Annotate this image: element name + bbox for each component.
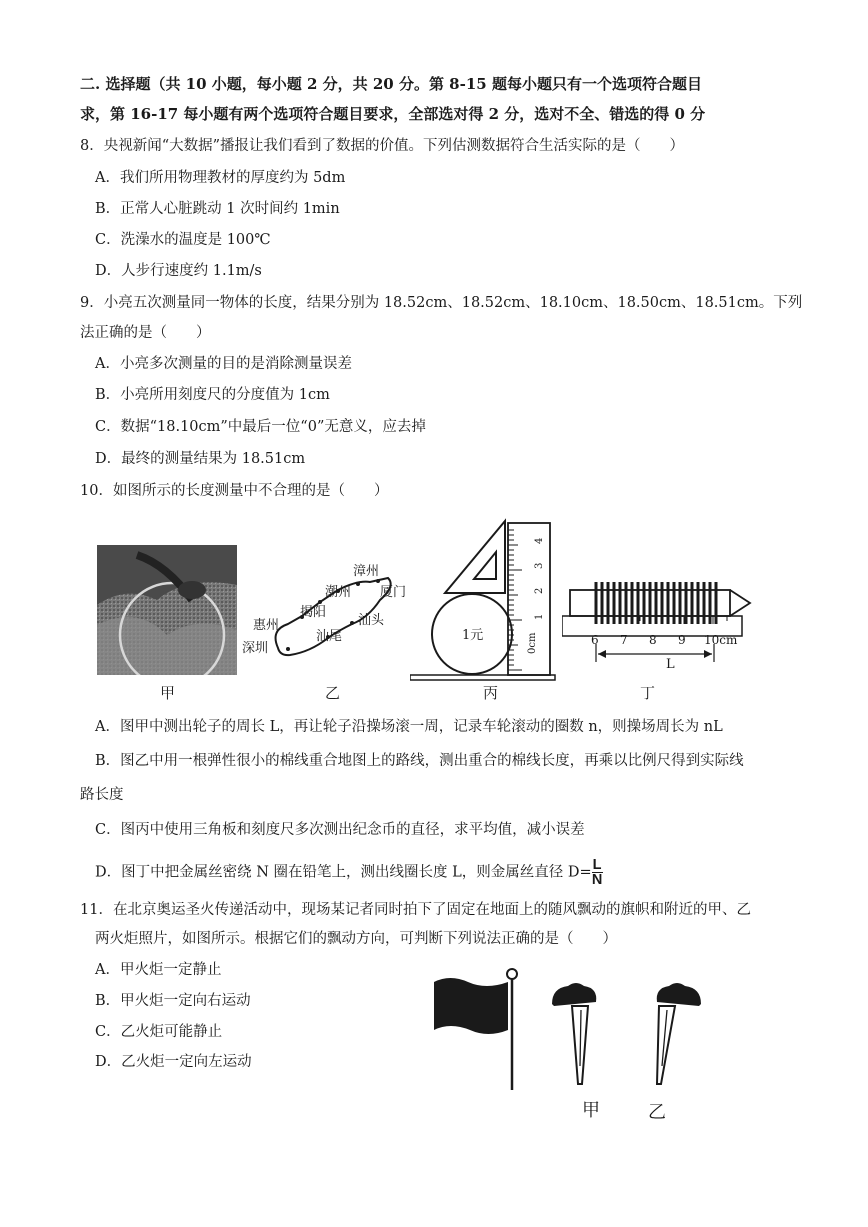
q9-option-c: C．数据“18.10cm”中最后一位“0”无意义，应去掉	[95, 419, 426, 435]
q11-flag-figure	[428, 964, 528, 1094]
q11-stem-line2: 两火炬照片，如图所示。根据它们的飘动方向，可判断下列说法正确的是（ ）	[95, 931, 617, 947]
q10-stem: 10．如图所示的长度测量中不合理的是（ ）	[80, 483, 389, 499]
q8-stem: 8．央视新闻“大数据”播报让我们看到了数据的价值。下列估测数据符合生活实际的是（ ）	[80, 138, 685, 154]
q9-option-d: D．最终的测量结果为 18.51cm	[95, 451, 306, 467]
q11-stem-line1: 11．在北京奥运圣火传递活动中，现场某记者同时拍下了固定在地面上的随风飘动的旗帜和附近的甲、乙	[80, 902, 751, 918]
q10-caption-ding: 丁	[640, 684, 656, 702]
fraction-denominator: N	[591, 872, 603, 888]
pencil-ruler-tick-10cm: 10cm	[704, 633, 738, 647]
diameter-fraction	[592, 858, 603, 887]
map-label-zhangzhou: 漳州	[353, 564, 380, 579]
ruler-tick-2: 2	[534, 587, 545, 594]
fraction-numerator: L	[592, 857, 602, 873]
section-header-line2: 求，第 16-17 每小题有两个选项符合题目要求，全部选对得 2 分，选对不全、错选的得 0 分	[80, 105, 706, 123]
q10-figure-jia-photo	[97, 545, 237, 675]
q11-option-d: D．乙火炬一定向左运动	[95, 1054, 252, 1070]
map-label-shantou: 汕头	[358, 613, 385, 628]
q11-torch-jia	[548, 980, 608, 1090]
q10-caption-jia: 甲	[160, 684, 176, 702]
q9-stem-line1: 9．小亮五次测量同一物体的长度，结果分别为 18.52cm、18.52cm、18.10cm、18.50cm、18.51cm。下列	[80, 295, 803, 311]
map-label-shanwei: 汕尾	[316, 629, 343, 644]
section-header-line1: 二. 选择题（共 10 小题，每小题 2 分，共 20 分。第 8-15 题每小题只有一个选项符合题目	[80, 75, 702, 93]
map-label-chaozhou: 潮州	[325, 585, 352, 600]
q11-caption-jia: 甲	[582, 1100, 600, 1121]
pencil-ruler-tick-9: 9	[678, 633, 686, 647]
q11-option-b: B．甲火炬一定向右运动	[95, 993, 251, 1009]
q10-option-c: C．图丙中使用三角板和刻度尺多次测出纪念币的直径，求平均值，减小误差	[95, 822, 585, 838]
pencil-length-label: L	[666, 657, 675, 672]
q8-option-d: D．人步行速度约 1.1m/s	[95, 263, 262, 279]
q10-option-a: A．图甲中测出轮子的周长 L，再让轮子沿操场滚一周，记录车轮滚动的圈数 n，则操场周长为 nL	[95, 719, 723, 735]
pencil-ruler-tick-6: 6	[591, 633, 599, 647]
q9-option-a: A．小亮多次测量的目的是消除测量误差	[95, 356, 352, 372]
map-label-huizhou: 惠州	[253, 618, 280, 633]
ruler-tick-0: 0cm	[527, 632, 538, 654]
map-label-xiamen: 厦门	[380, 585, 407, 600]
q8-option-c: C．洗澡水的温度是 100℃	[95, 232, 271, 248]
q11-option-c: C．乙火炬可能静止	[95, 1024, 223, 1040]
q8-option-a: A．我们所用物理教材的厚度约为 5dm	[95, 170, 346, 186]
q10-caption-yi: 乙	[325, 684, 341, 702]
q10-option-b-line2: 路长度	[80, 787, 124, 803]
q10-option-d	[95, 858, 603, 887]
q9-stem-line2: 法正确的是（ ）	[80, 325, 211, 341]
map-label-jieyang: 揭阳	[300, 605, 327, 620]
q11-option-a: A．甲火炬一定静止	[95, 962, 222, 978]
q9-option-b: B．小亮所用刻度尺的分度值为 1cm	[95, 387, 330, 403]
ruler-tick-4: 4	[534, 537, 545, 544]
ruler-tick-1: 1	[534, 613, 545, 620]
q11-torch-yi	[645, 980, 705, 1090]
coin-label: 1元	[462, 628, 484, 643]
pencil-ruler-tick-8: 8	[649, 633, 657, 647]
pencil-ruler-tick-7: 7	[620, 633, 628, 647]
q10-option-b-line1: B．图乙中用一根弹性很小的棉线重合地图上的路线，测出重合的棉线长度，再乘以比例尺得到实际线	[95, 753, 744, 769]
q10-figure-ding-pencil	[562, 570, 762, 670]
q8-option-b: B．正常人心脏跳动 1 次时间约 1min	[95, 201, 340, 217]
q10-option-d-text: D．图丁中把金属丝密绕 N 圈在铅笔上，测出线圈长度 L，则金属丝直径 D=	[95, 864, 592, 881]
q10-caption-bing: 丙	[483, 684, 499, 702]
map-label-shenzhen: 深圳	[242, 641, 269, 656]
q11-caption-yi: 乙	[648, 1102, 666, 1123]
ruler-tick-3: 3	[534, 562, 545, 569]
